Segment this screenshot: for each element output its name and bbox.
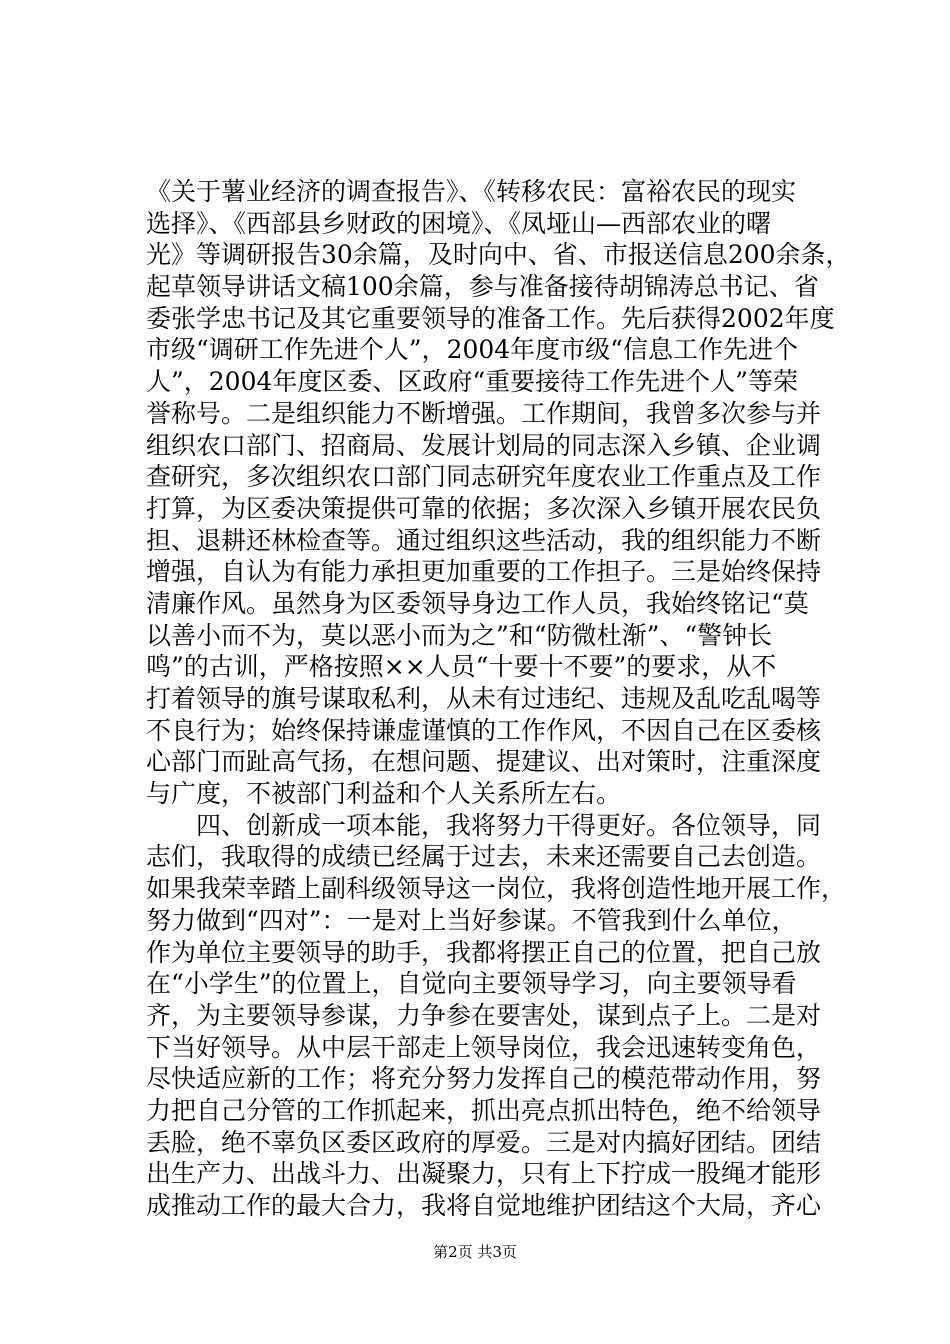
text-line: 人”，2004年度区委、区政府“重要接待工作先进个人”等荣 [146,367,798,397]
text-line: 起草领导讲话文稿100余篇，参与准备接待胡锦涛总书记、省 [146,272,819,302]
text-line: 清廉作风。虽然身为区委领导身边工作人员，我始终铭记“莫 [146,588,809,618]
text-line: 市级“调研工作先进个人”，2004年度市级“信息工作先进个 [146,335,798,365]
text-line: 光》等调研报告30余篇，及时向中、省、市报送信息200余条， [146,240,851,270]
text-line: 选择》、《西部县乡财政的困境》、《凤垭山—西部农业的曙 [146,208,772,238]
text-line: 组织农口部门、招商局、发展计划局的同志深入乡镇、企业调 [146,430,822,460]
text-line: 誉称号。二是组织能力不断增强。工作期间，我曾多次参与并 [146,398,822,428]
text-line: 尽快适应新的工作；将充分努力发挥自己的模范带动作用，努 [146,1064,822,1094]
text-line: 不良行为；始终保持谦虚谨慎的工作作风，不因自己在区委核 [146,715,822,745]
text-line: 增强，自认为有能力承担更加重要的工作担子。三是始终保持 [146,557,822,587]
page-footer [0,1242,950,1262]
text-line: 出生产力、出战斗力、出凝聚力，只有上下拧成一股绳才能形 [146,1159,822,1189]
text-line: 心部门而趾高气扬，在想问题、提建议、出对策时，注重深度 [146,747,822,777]
text-line: 委张学忠书记及其它重要领导的准备工作。先后获得2002年度 [146,303,835,333]
text-line: 鸣”的古训，严格按照××人员“十要十不要”的要求，从不 [146,652,777,682]
text-line: 打着领导的旗号谋取私利，从未有过违纪、违规及乱吃乱喝等 [146,684,822,713]
text-line: 丢脸，绝不辜负区委区政府的厚爱。三是对内搞好团结。团结 [146,1127,822,1157]
text-line: 担、退耕还林检查等。通过组织这些活动，我的组织能力不断 [146,525,822,555]
text-line: 齐，为主要领导参谋，力争参在要害处，谋到点子上。二是对 [146,1000,822,1030]
text-line: 《关于薯业经济的调查报告》、《转移农民：富裕农民的现实 [146,177,797,206]
text-line: 努力做到“四对”：一是对上当好参谋。不管我到什么单位， [146,905,797,935]
text-line: 志们，我取得的成绩已经属于过去，未来还需要自己去创造。 [146,842,822,872]
page-number: 第2页 共3页 [433,1243,517,1261]
text-line: 如果我荣幸踏上副科级领导这一岗位，我将创造性地开展工作， [146,874,847,904]
text-line: 在“小学生”的位置上，自觉向主要领导学习，向主要领导看 [146,969,797,999]
text-line: 打算，为区委决策提供可靠的依据；多次深入乡镇开展农民负 [146,493,822,523]
text-line: 作为单位主要领导的助手，我都将摆正自己的位置，把自己放 [146,937,822,967]
text-line: 力把自己分管的工作抓起来，抓出亮点抓出特色，绝不给领导 [146,1095,822,1125]
text-line: 下当好领导。从中层干部走上领导岗位，我会迅速转变角色， [146,1032,822,1062]
text-line: 与广度，不被部门利益和个人关系所左右。 [146,779,622,809]
text-line: 以善小而不为，莫以恶小而为之”和“防微杜渐”、“警钟长 [146,620,773,650]
paragraph-start-line: 四、创新成一项本能，我将努力干得更好。各位领导，同 [196,810,822,840]
body-text [146,176,851,1222]
text-line: 成推动工作的最大合力，我将自觉地维护团结这个大局，齐心 [146,1191,822,1220]
text-line: 查研究，多次组织农口部门同志研究年度农业工作重点及工作 [146,462,822,492]
